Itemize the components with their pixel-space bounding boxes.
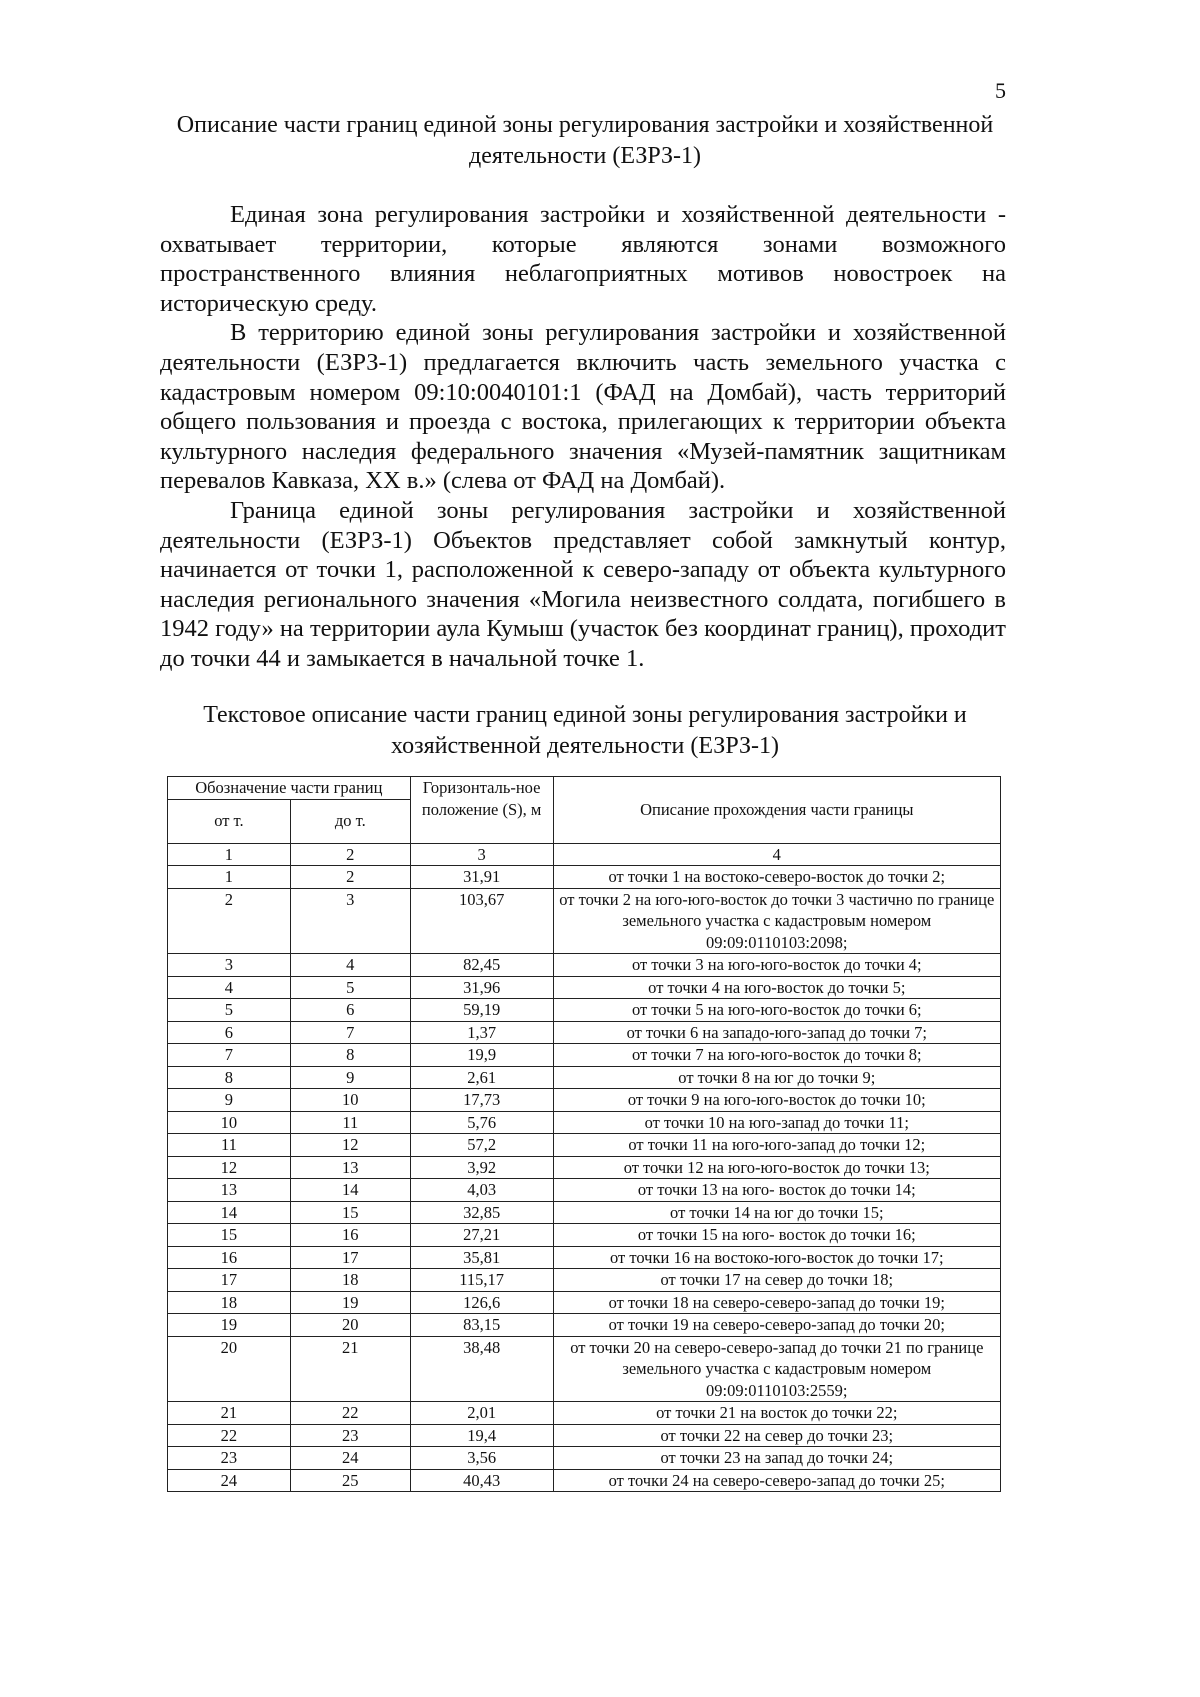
from-point: 5 <box>168 999 291 1022</box>
table-row <box>168 1179 1001 1202</box>
to-point: 15 <box>290 1201 410 1224</box>
to-point: 6 <box>290 999 410 1022</box>
table-row <box>168 888 1001 954</box>
table-row <box>168 999 1001 1022</box>
column-number: 2 <box>290 843 410 866</box>
distance: 57,2 <box>410 1134 553 1157</box>
to-point: 14 <box>290 1179 410 1202</box>
table-row <box>168 1402 1001 1425</box>
distance: 31,91 <box>410 866 553 889</box>
paragraph: В территорию единой зоны регулирования застройки и хозяйственной деятельности (ЕЗРЗ-1) предлагается включить часть земельного участка с кадастровым номером 09:10:0040101:1 (ФАД на Домбай), часть территорий общего пользования и проезда с востока, прилегающих к территории объекта культурного наследия федерального значения «Музей-памятник защитникам перевалов Кавказа, XX в.» (слева от ФАД на Домбай). <box>160 319 1006 495</box>
distance: 103,67 <box>410 888 553 954</box>
to-point: 17 <box>290 1246 410 1269</box>
from-point: 4 <box>168 976 291 999</box>
table-body <box>168 866 1001 1492</box>
distance: 82,45 <box>410 954 553 977</box>
table-row <box>168 1314 1001 1337</box>
description: от точки 23 на запад до точки 24; <box>553 1447 1000 1470</box>
to-point: 18 <box>290 1269 410 1292</box>
description: от точки 17 на север до точки 18; <box>553 1269 1000 1292</box>
table-row <box>168 1066 1001 1089</box>
to-point: 21 <box>290 1336 410 1402</box>
to-point: 4 <box>290 954 410 977</box>
document-title: Описание части границ единой зоны регулирования застройки и хозяйственной деятельности (ЕЗРЗ-1) <box>176 112 994 169</box>
to-point: 2 <box>290 866 410 889</box>
description: от точки 15 на юго- восток до точки 16; <box>553 1224 1000 1247</box>
distance: 115,17 <box>410 1269 553 1292</box>
table-row <box>168 954 1001 977</box>
from-point: 23 <box>168 1447 291 1470</box>
distance: 35,81 <box>410 1246 553 1269</box>
header-to: до т. <box>290 799 410 843</box>
to-point: 7 <box>290 1021 410 1044</box>
column-number: 1 <box>168 843 291 866</box>
description: от точки 4 на юго-восток до точки 5; <box>553 976 1000 999</box>
from-point: 10 <box>168 1111 291 1134</box>
from-point: 13 <box>168 1179 291 1202</box>
from-point: 17 <box>168 1269 291 1292</box>
distance: 5,76 <box>410 1111 553 1134</box>
description: от точки 20 на северо-северо-запад до точки 21 по границе земельного участка с кадастровым номером 09:09:0110103:2559; <box>553 1336 1000 1402</box>
table-row <box>168 1156 1001 1179</box>
body-text <box>160 200 1006 674</box>
distance: 3,56 <box>410 1447 553 1470</box>
description: от точки 2 на юго-юго-восток до точки 3 частично по границе земельного участка с кадастровым номером 09:09:0110103:2098; <box>553 888 1000 954</box>
to-point: 25 <box>290 1469 410 1492</box>
from-point: 2 <box>168 888 291 954</box>
table-row <box>168 1111 1001 1134</box>
table-row <box>168 1291 1001 1314</box>
description: от точки 5 на юго-юго-восток до точки 6; <box>553 999 1000 1022</box>
description: от точки 24 на северо-северо-запад до точки 25; <box>553 1469 1000 1492</box>
description: от точки 16 на востоко-юго-восток до точки 17; <box>553 1246 1000 1269</box>
from-point: 16 <box>168 1246 291 1269</box>
from-point: 22 <box>168 1424 291 1447</box>
header-distance: Горизонталь-ное положение (S), м <box>410 777 553 844</box>
from-point: 14 <box>168 1201 291 1224</box>
page-number: 5 <box>995 78 1006 103</box>
to-point: 16 <box>290 1224 410 1247</box>
to-point: 24 <box>290 1447 410 1470</box>
paragraph: Единая зона регулирования застройки и хозяйственной деятельности - охватывает территории, которые являются зонами возможного пространственного влияния неблагоприятных мотивов новостроек на историческую среду. <box>160 201 1006 317</box>
distance: 32,85 <box>410 1201 553 1224</box>
to-point: 22 <box>290 1402 410 1425</box>
distance: 19,4 <box>410 1424 553 1447</box>
distance: 59,19 <box>410 999 553 1022</box>
header-from: от т. <box>168 799 291 843</box>
from-point: 8 <box>168 1066 291 1089</box>
from-point: 24 <box>168 1469 291 1492</box>
description: от точки 22 на север до точки 23; <box>553 1424 1000 1447</box>
from-point: 1 <box>168 866 291 889</box>
to-point: 13 <box>290 1156 410 1179</box>
description: от точки 7 на юго-юго-восток до точки 8; <box>553 1044 1000 1067</box>
table-header-row <box>168 777 1001 800</box>
from-point: 15 <box>168 1224 291 1247</box>
distance: 17,73 <box>410 1089 553 1112</box>
distance: 1,37 <box>410 1021 553 1044</box>
distance: 2,61 <box>410 1066 553 1089</box>
distance: 31,96 <box>410 976 553 999</box>
table-row <box>168 1044 1001 1067</box>
table-row <box>168 1089 1001 1112</box>
to-point: 11 <box>290 1111 410 1134</box>
to-point: 8 <box>290 1044 410 1067</box>
header-description: Описание прохождения части границы <box>553 777 1000 844</box>
table-row <box>168 1424 1001 1447</box>
distance: 27,21 <box>410 1224 553 1247</box>
from-point: 19 <box>168 1314 291 1337</box>
distance: 19,9 <box>410 1044 553 1067</box>
description: от точки 13 на юго- восток до точки 14; <box>553 1179 1000 1202</box>
description: от точки 19 на северо-северо-запад до точки 20; <box>553 1314 1000 1337</box>
description: от точки 21 на восток до точки 22; <box>553 1402 1000 1425</box>
to-point: 23 <box>290 1424 410 1447</box>
from-point: 21 <box>168 1402 291 1425</box>
description: от точки 8 на юг до точки 9; <box>553 1066 1000 1089</box>
table-title: Текстовое описание части границ единой зоны регулирования застройки и хозяйственной деятельности (ЕЗРЗ-1) <box>203 702 967 759</box>
from-point: 7 <box>168 1044 291 1067</box>
to-point: 3 <box>290 888 410 954</box>
table-row <box>168 1269 1001 1292</box>
from-point: 20 <box>168 1336 291 1402</box>
description: от точки 11 на юго-юго-запад до точки 12; <box>553 1134 1000 1157</box>
description: от точки 10 на юго-запад до точки 11; <box>553 1111 1000 1134</box>
column-numbers-row <box>168 843 1001 866</box>
table-row <box>168 1246 1001 1269</box>
header-group: Обозначение части границ <box>168 777 411 800</box>
boundary-table <box>167 776 1001 1492</box>
column-number: 3 <box>410 843 553 866</box>
from-point: 3 <box>168 954 291 977</box>
table-row <box>168 1447 1001 1470</box>
table-row <box>168 1021 1001 1044</box>
table-row <box>168 1469 1001 1492</box>
to-point: 12 <box>290 1134 410 1157</box>
description: от точки 3 на юго-юго-восток до точки 4; <box>553 954 1000 977</box>
from-point: 6 <box>168 1021 291 1044</box>
to-point: 5 <box>290 976 410 999</box>
description: от точки 9 на юго-юго-восток до точки 10; <box>553 1089 1000 1112</box>
distance: 126,6 <box>410 1291 553 1314</box>
to-point: 20 <box>290 1314 410 1337</box>
description: от точки 12 на юго-юго-восток до точки 13; <box>553 1156 1000 1179</box>
distance: 2,01 <box>410 1402 553 1425</box>
table-row <box>168 1224 1001 1247</box>
to-point: 9 <box>290 1066 410 1089</box>
distance: 83,15 <box>410 1314 553 1337</box>
to-point: 19 <box>290 1291 410 1314</box>
table-row <box>168 1134 1001 1157</box>
description: от точки 18 на северо-северо-запад до точки 19; <box>553 1291 1000 1314</box>
from-point: 9 <box>168 1089 291 1112</box>
paragraph: Граница единой зоны регулирования застройки и хозяйственной деятельности (ЕЗРЗ-1) Объектов представляет собой замкнутый контур, начинается от точки 1, расположенной к северо-западу от объекта культурного наследия регионального значения «Могила неизвестного солдата, погибшего в 1942 году» на территории аула Кумыш (участок без координат границ), проходит до точки 44 и замыкается в начальной точке 1. <box>160 496 1006 672</box>
distance: 3,92 <box>410 1156 553 1179</box>
distance: 38,48 <box>410 1336 553 1402</box>
to-point: 10 <box>290 1089 410 1112</box>
table-row <box>168 866 1001 889</box>
table-row <box>168 976 1001 999</box>
distance: 4,03 <box>410 1179 553 1202</box>
distance: 40,43 <box>410 1469 553 1492</box>
from-point: 12 <box>168 1156 291 1179</box>
column-number: 4 <box>553 843 1000 866</box>
table-row <box>168 1336 1001 1402</box>
description: от точки 1 на востоко-северо-восток до точки 2; <box>553 866 1000 889</box>
table-row <box>168 1201 1001 1224</box>
description: от точки 14 на юг до точки 15; <box>553 1201 1000 1224</box>
description: от точки 6 на западо-юго-запад до точки 7; <box>553 1021 1000 1044</box>
from-point: 18 <box>168 1291 291 1314</box>
from-point: 11 <box>168 1134 291 1157</box>
